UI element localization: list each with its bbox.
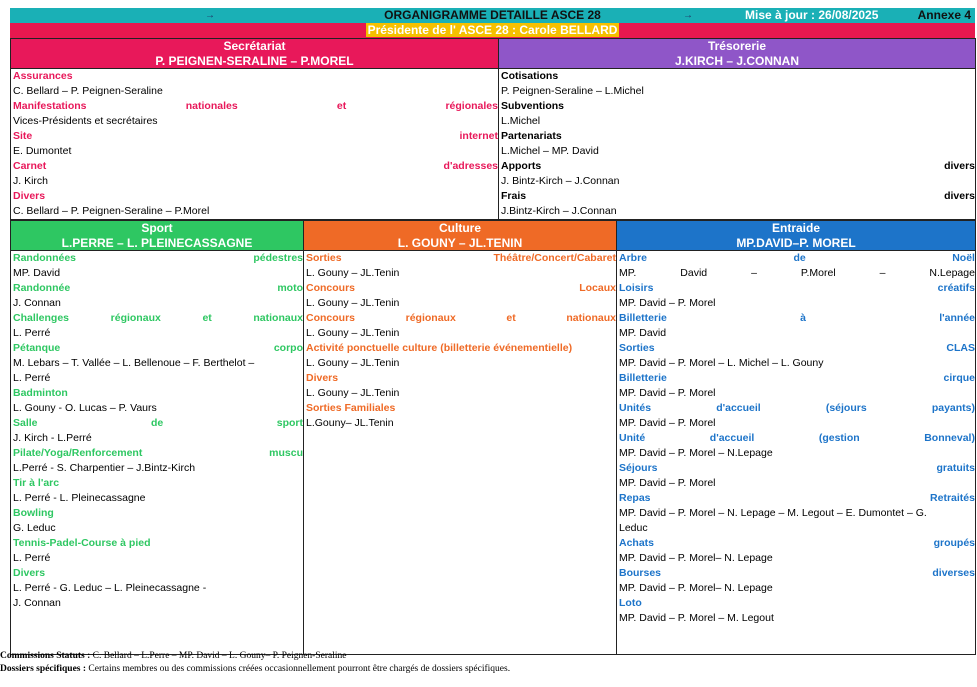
label-word: (gestion xyxy=(818,432,860,444)
label-word: Challenges xyxy=(13,312,70,324)
tresorerie-title: Trésorerie xyxy=(707,39,767,53)
label-word: l'année xyxy=(939,312,975,324)
commission-label xyxy=(619,401,975,416)
commission-members: C. Bellard – P. Peignen-Seraline xyxy=(13,85,163,97)
entraide-title: Entraide xyxy=(771,221,820,235)
culture-title: Culture xyxy=(439,221,481,235)
label-word: Randonnées xyxy=(13,252,77,264)
label-word: et xyxy=(336,100,347,112)
commission-label xyxy=(13,506,303,521)
list-item xyxy=(501,129,975,159)
tresorerie-members: J.KIRCH – J.CONNAN xyxy=(674,53,800,68)
label-word: Bourses xyxy=(619,567,662,579)
commission-members: Leduc xyxy=(619,522,648,534)
label-word: Pétanque xyxy=(13,342,61,354)
list-item xyxy=(13,159,498,189)
commission-members: MP. David – P. Morel– N. Lepage xyxy=(619,582,773,594)
list-item xyxy=(13,506,303,536)
commission-label xyxy=(306,371,616,386)
label-word: Divers xyxy=(306,372,339,384)
page-title: ORGANIGRAMME DETAILLE ASCE 28 xyxy=(384,8,601,22)
commission-members: L. Perré xyxy=(13,552,51,564)
label-word: Concours xyxy=(306,282,356,294)
footer-dossiers xyxy=(0,663,977,676)
label-word: Concours xyxy=(306,312,356,324)
commission-members: MP. David – P. Morel xyxy=(619,417,716,429)
list-item xyxy=(501,189,975,219)
commission-label xyxy=(13,99,498,114)
label-word: Unité xyxy=(619,432,646,444)
list-item xyxy=(619,491,975,536)
arrow-right-icon: → xyxy=(683,10,693,21)
commission-label xyxy=(13,536,303,551)
label-word: Sorties Familiales xyxy=(306,402,396,414)
label-word: Locaux xyxy=(579,282,616,294)
label-word: Salle xyxy=(13,417,38,429)
commission-label xyxy=(13,476,303,491)
label-word: Frais xyxy=(501,190,527,202)
label-word: muscu xyxy=(269,447,303,459)
label-word: Pilate/Yoga/Renforcement xyxy=(13,447,143,459)
culture-list xyxy=(304,251,617,655)
list-item xyxy=(13,476,303,506)
commission-label xyxy=(619,431,975,446)
statuts-label: Commissions Statuts : xyxy=(0,651,91,661)
label-word: divers xyxy=(944,160,975,172)
commission-members: G. Leduc xyxy=(13,522,56,534)
list-item xyxy=(619,401,975,431)
list-item xyxy=(501,99,975,129)
label-word: pédestres xyxy=(253,252,303,264)
label-word: Billetterie xyxy=(619,372,667,384)
commission-label xyxy=(619,371,975,386)
label-word: et xyxy=(202,312,212,324)
commission-members: MP. David – P. Morel – M. Legout xyxy=(619,612,774,624)
label-word: corpo xyxy=(273,342,303,354)
commission-label xyxy=(306,281,616,296)
commission-label xyxy=(619,311,975,326)
commission-label xyxy=(306,401,616,416)
label-word: (séjours xyxy=(825,402,867,414)
label-word: créatifs xyxy=(937,282,975,294)
commission-label xyxy=(619,536,975,551)
label-word: Partenariats xyxy=(501,130,562,142)
footer-statuts xyxy=(0,650,977,663)
label-word: de xyxy=(793,252,806,264)
label-word: d'accueil xyxy=(709,432,755,444)
commission-label xyxy=(13,251,303,266)
commission-members: P. Peignen-Seraline – L.Michel xyxy=(501,85,644,97)
list-item xyxy=(306,401,616,431)
commission-members: Vices-Présidents et secrétaires xyxy=(13,115,158,127)
commission-members: E. Dumontet xyxy=(13,145,72,157)
secretariat-title: Secrétariat xyxy=(223,39,286,53)
list-item xyxy=(13,341,303,386)
dossiers-text: Certains membres ou des commissions créées occasionnellement pourront être chargés de dossiers spécifiques. xyxy=(88,664,511,674)
commission-members: MP. David – P. Morel xyxy=(619,297,716,309)
secretariat-members: P. PEIGNEN-SERALINE – P.MOREL xyxy=(155,53,354,68)
commission-label xyxy=(13,311,303,326)
tresorerie-header xyxy=(499,39,976,69)
commission-label xyxy=(501,159,975,174)
label-word: régionales xyxy=(445,100,498,112)
commission-members: L.Perré - S. Charpentier – J.Bintz-Kirch xyxy=(13,462,196,474)
label-word: divers xyxy=(944,190,975,202)
label-word: Sorties xyxy=(306,252,342,264)
dossiers-label: Dossiers spécifiques : xyxy=(0,664,87,674)
member-word: – xyxy=(879,267,886,279)
commission-members: MP. David – P. Morel xyxy=(619,477,716,489)
label-word: de xyxy=(151,417,164,429)
commission-label xyxy=(619,341,975,356)
label-word: sport xyxy=(276,417,303,429)
member-word: N.Lepage xyxy=(929,267,975,279)
label-word: payants) xyxy=(931,402,975,414)
label-word: diverses xyxy=(932,567,975,579)
member-word: P.Morel xyxy=(800,267,836,279)
label-word: Assurances xyxy=(13,70,73,82)
statuts-text: C. Bellard – L.Perre – MP. David – L. Gouny– P. Peignen-Seraline xyxy=(92,651,347,661)
label-word: Unités xyxy=(619,402,652,414)
president-bar xyxy=(10,23,975,38)
list-item xyxy=(13,416,303,446)
commission-members: J. Bintz-Kirch – J.Connan xyxy=(501,175,620,187)
commission-members: L.Gouny– JL.Tenin xyxy=(306,417,394,429)
entraide-members: MP.DAVID–P. MOREL xyxy=(736,235,856,250)
title-bar xyxy=(10,8,975,23)
commission-members: L. Gouny – JL.Tenin xyxy=(306,297,400,309)
label-word: d'accueil xyxy=(716,402,761,414)
list-item xyxy=(619,251,975,281)
commission-members: MP. David – P. Morel xyxy=(619,387,716,399)
commission-members: L. Perré - L. Pleinecassagne xyxy=(13,492,146,504)
commission-label xyxy=(501,69,975,84)
update-date: Mise à jour : 26/08/2025 xyxy=(745,8,879,22)
label-word: Loisirs xyxy=(619,282,654,294)
list-item xyxy=(306,281,616,311)
commission-label xyxy=(13,446,303,461)
commission-members: L. Gouny – JL.Tenin xyxy=(306,267,400,279)
commission-label xyxy=(13,69,498,84)
commission-members: MP. David – P. Morel– N. Lepage xyxy=(619,552,773,564)
label-word: d'adresses xyxy=(443,160,498,172)
commission-label xyxy=(501,129,975,144)
label-word: Bowling xyxy=(13,507,54,519)
commission-members: L. Gouny – JL.Tenin xyxy=(306,387,400,399)
sport-title: Sport xyxy=(141,221,173,235)
label-word: à xyxy=(800,312,806,324)
label-word: Tir à l'arc xyxy=(13,477,60,489)
label-word: Divers xyxy=(13,190,46,202)
list-item xyxy=(13,566,303,611)
commission-members: MP. David – P. Morel – N.Lepage xyxy=(619,447,773,459)
commission-label xyxy=(13,189,498,204)
commission-label xyxy=(13,129,498,144)
commission-members: MP. David – P. Morel – N. Lepage – M. Legout – E. Dumontet – G. xyxy=(619,507,927,519)
commission-label xyxy=(306,311,616,326)
label-word: régionaux xyxy=(405,312,456,324)
president-label: Présidente de l' ASCE 28 : Carole BELLARD xyxy=(367,23,618,37)
label-word: nationales xyxy=(185,100,238,112)
commission-label xyxy=(13,386,303,401)
list-item xyxy=(13,386,303,416)
commission-label xyxy=(306,341,616,356)
culture-header xyxy=(304,221,617,251)
commission-label xyxy=(501,99,975,114)
label-word: Loto xyxy=(619,597,642,609)
commission-members: J.Bintz-Kirch – J.Connan xyxy=(501,205,617,217)
commission-label xyxy=(619,566,975,581)
commission-label xyxy=(13,416,303,431)
list-item xyxy=(13,251,303,281)
commission-label xyxy=(619,461,975,476)
label-word: cirque xyxy=(943,372,975,384)
commission-members: MP. David xyxy=(619,327,667,339)
label-word: Randonnée xyxy=(13,282,71,294)
label-word: Retraités xyxy=(930,492,975,504)
commission-members: L.Michel xyxy=(501,115,541,127)
commission-members: L.Michel – MP. David xyxy=(501,145,599,157)
label-word: Repas xyxy=(619,492,651,504)
commission-label xyxy=(619,491,975,506)
commission-members: J. Connan xyxy=(13,597,61,609)
list-item xyxy=(619,536,975,566)
commission-members: L. Perré - G. Leduc – L. Pleinecassagne - xyxy=(13,582,207,594)
label-word: Achats xyxy=(619,537,655,549)
label-word: Noël xyxy=(952,252,975,264)
member-word: David xyxy=(680,267,708,279)
entraide-header xyxy=(617,221,976,251)
label-word: Subventions xyxy=(501,100,565,112)
sport-header xyxy=(11,221,304,251)
secretariat-list xyxy=(11,69,499,220)
list-item xyxy=(619,431,975,461)
list-item xyxy=(501,159,975,189)
commission-label xyxy=(501,189,975,204)
list-item xyxy=(13,281,303,311)
arrow-right-icon: → xyxy=(205,10,215,21)
list-item xyxy=(619,596,975,626)
commission-members: L. Gouny – JL.Tenin xyxy=(306,327,400,339)
label-word: Théâtre/Concert/Cabaret xyxy=(493,252,616,264)
secretariat-header xyxy=(11,39,499,69)
label-word: Sorties xyxy=(619,342,655,354)
commission-label xyxy=(619,596,975,611)
list-item xyxy=(13,129,498,159)
top-table xyxy=(10,38,976,220)
list-item xyxy=(619,281,975,311)
commission-members: J. Connan xyxy=(13,297,61,309)
commission-members xyxy=(619,266,975,281)
commission-label xyxy=(13,566,303,581)
label-word: internet xyxy=(459,130,498,142)
commission-members: J. Kirch xyxy=(13,175,49,187)
sport-list xyxy=(11,251,304,655)
list-item xyxy=(13,189,498,219)
list-item xyxy=(619,371,975,401)
label-word: Billetterie xyxy=(619,312,667,324)
list-item xyxy=(306,311,616,341)
commission-label xyxy=(619,281,975,296)
list-item xyxy=(306,371,616,401)
label-word: Site xyxy=(13,130,33,142)
commission-members: C. Bellard – P. Peignen-Seraline – P.Morel xyxy=(13,205,210,217)
label-word: et xyxy=(506,312,516,324)
bottom-table xyxy=(10,220,976,655)
list-item xyxy=(13,446,303,476)
label-word: gratuits xyxy=(936,462,975,474)
list-item xyxy=(501,69,975,99)
list-item xyxy=(13,99,498,129)
commission-members: MP. David – P. Morel – L. Michel – L. Gouny xyxy=(619,357,824,369)
list-item xyxy=(306,251,616,281)
label-word: groupés xyxy=(933,537,975,549)
list-item xyxy=(13,311,303,341)
commission-members: L. Perré xyxy=(13,327,51,339)
label-word: Carnet xyxy=(13,160,47,172)
sport-members: L.PERRE – L. PLEINECASSAGNE xyxy=(61,235,253,250)
commission-label xyxy=(619,251,975,266)
commission-members: L. Gouny - O. Lucas – P. Vaurs xyxy=(13,402,157,414)
annex-label: Annexe 4 xyxy=(917,8,971,22)
label-word: moto xyxy=(277,282,303,294)
label-word: CLAS xyxy=(946,342,975,354)
label-word: Apports xyxy=(501,160,542,172)
commission-label xyxy=(13,281,303,296)
label-word: Séjours xyxy=(619,462,658,474)
list-item xyxy=(619,341,975,371)
label-word: régionaux xyxy=(110,312,161,324)
commission-label xyxy=(306,251,616,266)
label-word: Cotisations xyxy=(501,70,559,82)
list-item xyxy=(13,69,498,99)
list-item xyxy=(619,311,975,341)
commission-label xyxy=(13,159,498,174)
label-word: Activité ponctuelle culture (billetterie événementielle) xyxy=(306,342,573,354)
commission-members: J. Kirch - L.Perré xyxy=(13,432,92,444)
list-item xyxy=(13,536,303,566)
label-word: Arbre xyxy=(619,252,648,264)
commission-members: M. Lebars – T. Vallée – L. Bellenoue – F. Berthelot – xyxy=(13,357,255,369)
list-item xyxy=(306,341,616,371)
label-word: Bonneval) xyxy=(924,432,975,444)
tresorerie-list xyxy=(499,69,976,220)
label-word: Divers xyxy=(13,567,46,579)
commission-members: L. Gouny – JL.Tenin xyxy=(306,357,400,369)
member-word: MP. xyxy=(619,267,637,279)
entraide-list xyxy=(617,251,976,655)
label-word: Manifestations xyxy=(13,100,87,112)
commission-members: L. Perré xyxy=(13,372,51,384)
member-word: – xyxy=(751,267,757,279)
commission-members: MP. David xyxy=(13,267,61,279)
label-word: nationaux xyxy=(253,312,303,324)
organigram-page xyxy=(10,8,975,655)
footer xyxy=(0,650,977,676)
commission-label xyxy=(13,341,303,356)
label-word: nationaux xyxy=(566,312,616,324)
culture-members: L. GOUNY – JL.TENIN xyxy=(397,235,523,250)
list-item xyxy=(619,566,975,596)
label-word: Tennis-Padel-Course à pied xyxy=(13,537,151,549)
list-item xyxy=(619,461,975,491)
label-word: Badminton xyxy=(13,387,68,399)
